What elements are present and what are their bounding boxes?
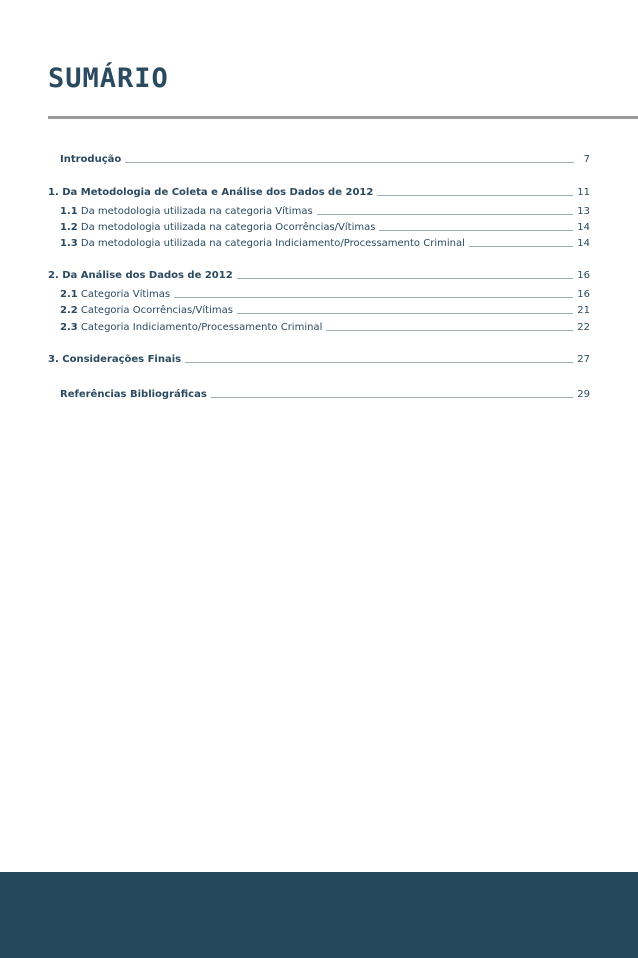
toc-section-number: 1.1: [60, 206, 78, 217]
dot-leader: [237, 277, 574, 280]
title-divider: [48, 116, 638, 119]
dot-leader: [326, 329, 573, 332]
toc-entry-cap2[interactable]: [48, 268, 590, 282]
toc-label: [60, 222, 375, 234]
toc-label: [60, 322, 322, 334]
toc-label: 1. Da Metodologia de Coleta e Análise dos Dados de 2012: [48, 187, 374, 198]
toc-section-number: 2.1: [60, 289, 78, 300]
toc-entry-cap2-1[interactable]: [60, 287, 590, 301]
footer-band: [0, 872, 638, 958]
toc-section-title: Categoria Vítimas: [77, 289, 171, 300]
toc-entry-cap1-3[interactable]: [60, 236, 590, 250]
toc-page-number: 14: [577, 222, 590, 233]
toc-page-number: 27: [577, 354, 590, 365]
toc-section-number: 1.2: [60, 222, 78, 233]
toc-entry-cap1[interactable]: [48, 185, 590, 199]
toc-label: Introdução: [60, 154, 122, 165]
toc-entry-cap1-1[interactable]: [60, 204, 590, 218]
toc-label: [60, 305, 233, 317]
toc-entry-cap2-3[interactable]: [60, 320, 590, 334]
toc-page-number: 16: [577, 289, 590, 300]
toc-section-title: Da metodologia utilizada na categoria Vítimas: [77, 206, 313, 217]
dot-leader: [469, 245, 573, 248]
toc-section-title: Categoria Indiciamento/Processamento Criminal: [77, 322, 323, 333]
toc-entry-referencias[interactable]: [60, 387, 590, 401]
dot-leader: [174, 296, 573, 299]
toc-section-title: Da metodologia utilizada na categoria Ocorrências/Vítimas: [77, 222, 376, 233]
toc-label: Referências Bibliográficas: [60, 389, 207, 400]
toc-section-number: 2.2: [60, 305, 78, 316]
toc-entry-cap2-2[interactable]: [60, 303, 590, 317]
dot-leader: [379, 229, 573, 232]
toc-page-number: 22: [577, 322, 590, 333]
toc-page-number: 7: [583, 154, 590, 165]
dot-leader: [317, 213, 574, 216]
dot-leader: [211, 396, 573, 399]
dot-leader: [377, 194, 573, 197]
toc-section-number: 1.3: [60, 238, 78, 249]
toc-page-number: 21: [577, 305, 590, 316]
toc-entry-cap1-2[interactable]: [60, 220, 590, 234]
toc-entry-introducao[interactable]: [60, 152, 590, 166]
dot-leader: [237, 312, 573, 315]
dot-leader: [125, 161, 574, 164]
toc-page-number: 29: [577, 389, 590, 400]
toc-page-number: 14: [577, 238, 590, 249]
page-title: SUMÁRIO: [48, 63, 169, 94]
toc-label: [60, 238, 465, 250]
toc-label: 2. Da Análise dos Dados de 2012: [48, 270, 233, 281]
toc-label: [60, 289, 170, 301]
toc-page-number: 13: [577, 206, 590, 217]
toc-entry-cap3[interactable]: [48, 352, 590, 366]
toc-label: [60, 206, 313, 218]
toc-page-number: 16: [577, 270, 590, 281]
toc-label: 3. Considerações Finais: [48, 354, 182, 365]
toc-section-title: Categoria Ocorrências/Vítimas: [77, 305, 233, 316]
toc-section-title: Da metodologia utilizada na categoria Indiciamento/Processamento Criminal: [77, 238, 465, 249]
toc-page-number: 11: [577, 187, 590, 198]
dot-leader: [185, 361, 573, 364]
toc-section-number: 2.3: [60, 322, 78, 333]
